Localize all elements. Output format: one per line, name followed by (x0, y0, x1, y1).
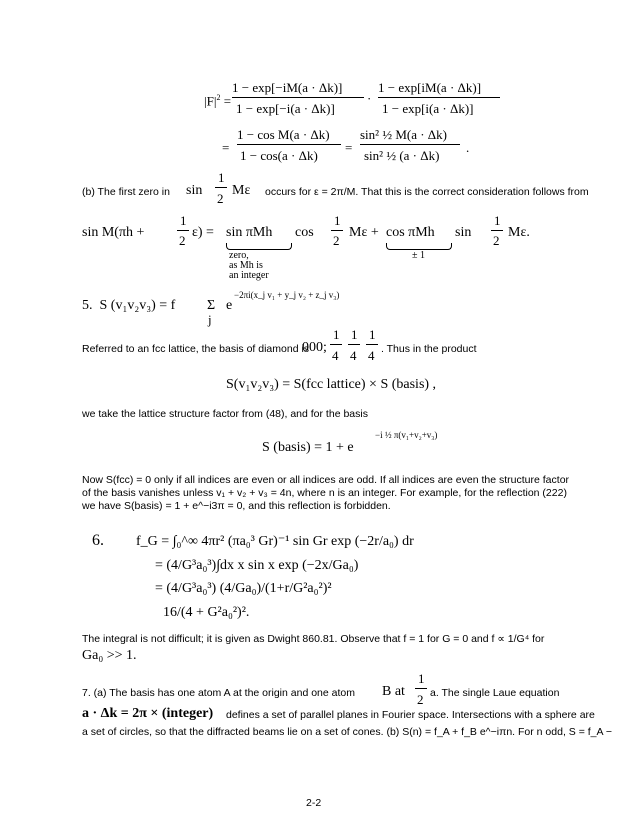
eq3-f3d: 2 (493, 233, 500, 248)
para3-line-3: a set of circles, so that the diffracted beams lie on a set of cones. (b) S(n) = f_A + f_B e^−iπn. For n odd, S = f_A − (82, 726, 612, 738)
para3-line-1c: a. The single Laue equation (430, 687, 560, 699)
eq3-underbrace1 (226, 243, 292, 250)
diamond-fracbar1 (330, 344, 342, 345)
eq1-fracbar2 (378, 97, 500, 98)
para1-line-1: Now S(fcc) = 0 only if all indices are even or all indices are odd. If all indices are even the structure factor (82, 474, 570, 486)
eq3-f2d: 2 (333, 233, 340, 248)
eq3-cos: cos (295, 225, 314, 240)
eq7-line-2: = (4/G³a₀³)∫dx x sin x exp (−2x/Ga₀) (155, 558, 359, 573)
para2-line-1: The integral is not difficult; it is given as Dwight 860.81. Observe that f = 1 for G = 0 and f ∝ 1/G⁴ for (82, 633, 545, 645)
para3-frac-num: 1 (418, 671, 425, 686)
eq1-dot: · (367, 91, 372, 106)
eq3-sin: sin (455, 225, 472, 240)
diamond-d3: 4 (368, 348, 375, 363)
eq1-lhs: $|F|^2$ = (204, 93, 232, 109)
eq4-e: e (226, 298, 233, 313)
eq3-u2: cos πMh (386, 225, 435, 240)
eq3-fracbar3 (491, 230, 503, 231)
eq3-note-2: as Mh is (229, 260, 263, 271)
eq3-mid2: Mε + (349, 225, 379, 240)
para3-line-2a: a · Δk = 2π × (integer) (82, 706, 214, 721)
partb-frac-num: 1 (218, 170, 225, 185)
eq2-eq: = (222, 140, 230, 155)
diamond-fracbar2 (348, 344, 360, 345)
eq1-den2: 1 − exp[i(a · Δk)] (382, 101, 474, 116)
diamond-d2: 4 (350, 348, 357, 363)
para2-line-2: Ga₀ >> 1. (82, 648, 137, 663)
page-number: 2-2 (306, 797, 322, 809)
eq3-end: Mε. (508, 225, 530, 240)
eq3-note-3: an integer (229, 270, 269, 281)
eq1-den1: 1 − exp[−i(a · Δk)] (236, 101, 335, 116)
eq3-u1: sin πMh (226, 225, 273, 240)
eq3-fracbar1 (177, 230, 189, 231)
partb-post: occurs for ε = 2π/M. That this is the correct consideration follows from (265, 186, 589, 198)
diamond-fracbar3 (366, 344, 378, 345)
eq2-num1: 1 − cos M(a · Δk) (237, 127, 330, 142)
partb-frac-den: 2 (217, 191, 224, 206)
para3-frac-den: 2 (417, 692, 424, 707)
eq4-lhs: 5. S (v₁v₂v₃) = f (82, 298, 176, 313)
eq3-f1n: 1 (180, 213, 187, 228)
diamond-pre: Referred to an fcc lattice, the basis of diamond is (82, 343, 310, 355)
eq3-fracbar2 (331, 230, 343, 231)
eq4-sub: j (208, 312, 212, 327)
eq1-num2: 1 − exp[iM(a · Δk)] (378, 80, 482, 95)
eq7-line-1: f_G = ∫₀^∞ 4πr² (πa₀³ Gr)⁻¹ sin Gr exp (−2r/a₀) dr (136, 534, 414, 549)
para1-line-2: of the basis vanishes unless v₁ + v₂ + v₃ = 4n, where n is an integer. For example, for the reflection (222) (82, 487, 567, 499)
eq4-sum: Σ (207, 298, 216, 313)
eq3-f3n: 1 (494, 213, 501, 228)
diamond-b0: 000; (302, 340, 327, 355)
eq2-end: . (466, 140, 470, 155)
para3-line-1a: 7. (a) The basis has one atom A at the origin and one atom (82, 687, 355, 699)
eq3-lhs: sin M(πh + (82, 225, 145, 240)
eq2-den1: 1 − cos(a · Δk) (240, 148, 318, 163)
eq6-exp: −i ½ π(v₁+v₂+v₃) (375, 430, 438, 440)
para3-fracbar (415, 688, 427, 689)
factor-text: we take the lattice structure factor from (48), and for the basis (82, 408, 368, 420)
eq7-line-4: 16/(4 + G²a₀²)². (163, 605, 250, 620)
eq2-eq2: = (345, 140, 353, 155)
diamond-n1: 1 (333, 327, 340, 342)
eq3-f1d: 2 (179, 233, 186, 248)
eq3-underbrace2 (386, 243, 452, 250)
eq2-fracbar1 (237, 144, 341, 145)
eq3-f2n: 1 (334, 213, 341, 228)
eq2-den2: sin² ½ (a · Δk) (364, 148, 440, 163)
diamond-d1: 4 (332, 348, 339, 363)
eq1-num1: 1 − exp[−iM(a · Δk)] (232, 80, 343, 95)
eq1-fracbar1 (232, 97, 364, 98)
eq2-fracbar2 (360, 144, 460, 145)
para3-line-2b: defines a set of parallel planes in Fourier space. Intersections with a sphere are (226, 709, 595, 721)
partb-sin: sin (186, 183, 203, 198)
para1-line-3: we have S(basis) = 1 + e^−i3π = 0, and this reflection is forbidden. (82, 500, 391, 512)
partb-fracbar (215, 187, 227, 188)
eq4-exp: −2πi(x_j v₁ + y_j v₂ + z_j v₃) (234, 290, 340, 300)
diamond-n3: 1 (369, 327, 376, 342)
eq7-line-3: = (4/G³a₀³) (4/Ga₀)/(1+r/G²a₀²)² (155, 581, 332, 596)
para3-line-1b: B at (382, 684, 405, 699)
eq3-pm1: ± 1 (412, 250, 425, 261)
eq3-note-1: zero, (229, 250, 249, 261)
diamond-n2: 1 (351, 327, 358, 342)
eq5: S(v₁v₂v₃) = S(fcc lattice) × S (basis) , (226, 377, 437, 392)
partb-me: Mε (232, 183, 251, 198)
eq3-mid1: ε) = (192, 225, 214, 240)
eq2-num2: sin² ½ M(a · Δk) (360, 127, 447, 142)
eq7-num: 6. (92, 532, 104, 549)
eq6-lhs: S (basis) = 1 + e (262, 440, 354, 455)
partb-pre: (b) The first zero in (82, 186, 170, 198)
diamond-post: . Thus in the product (381, 343, 477, 355)
